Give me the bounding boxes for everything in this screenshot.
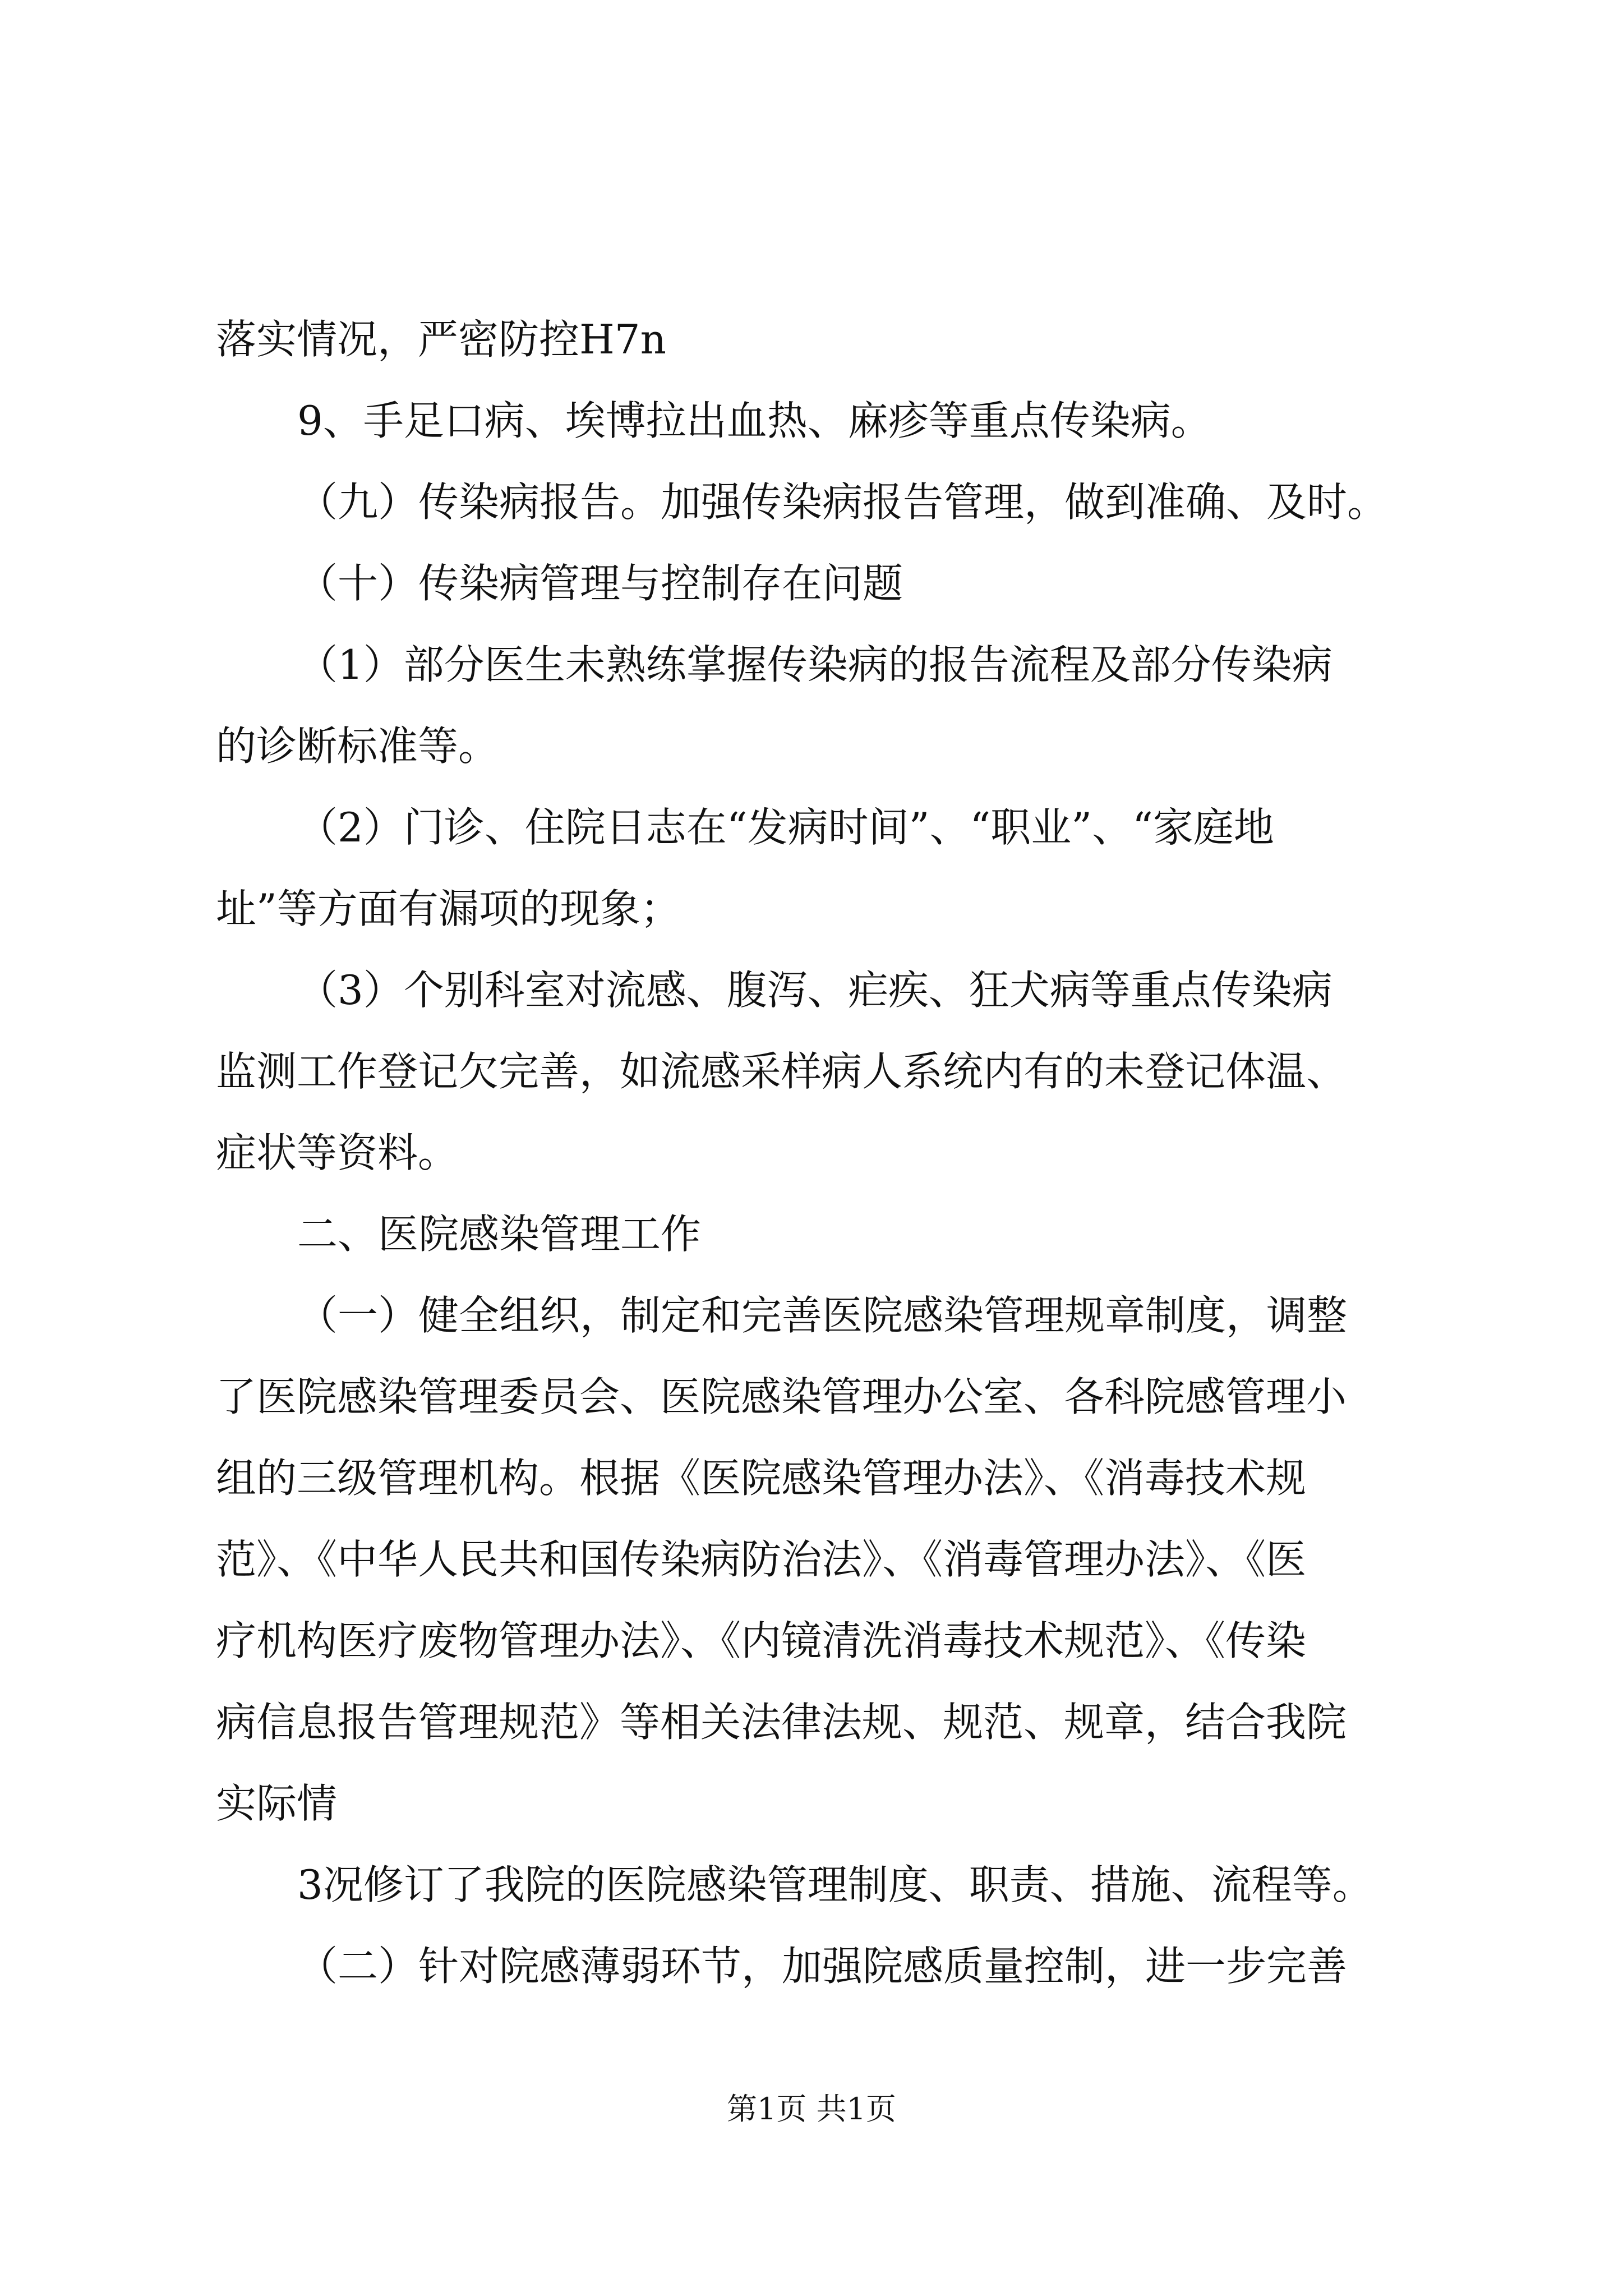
text-line: 9、手足口病、埃博拉出血热、麻疹等重点传染病。	[297, 397, 1211, 444]
text-line: （十）传染病管理与控制存在问题	[297, 560, 903, 607]
text-line: （1）部分医生未熟练掌握传染病的报告流程及部分传染病	[297, 641, 1332, 688]
text-line: （一）健全组织，制定和完善医院感染管理规章制度，调整	[297, 1292, 1348, 1339]
text-line: 病信息报告管理规范》等相关法律法规、规范、规章，结合我院	[216, 1699, 1347, 1746]
text-line: 组的三级管理机构。根据《医院感染管理办法》、《消毒技术规	[216, 1455, 1307, 1502]
text-line: 落实情况，严密防控H7n	[216, 316, 666, 363]
text-line: 监测工作登记欠完善，如流感采样病人系统内有的未登记体温、	[216, 1048, 1347, 1095]
text-line: 实际情	[216, 1780, 338, 1827]
text-line: （二）针对院感薄弱环节，加强院感质量控制，进一步完善	[297, 1943, 1348, 1990]
page-footer: 第1页 共1页	[727, 2091, 896, 2127]
text-line: 址”等方面有漏项的现象；	[216, 885, 681, 932]
text-line: （3）个别科室对流感、腹泻、疟疾、狂犬病等重点传染病	[297, 967, 1332, 1014]
text-line: 的诊断标准等。	[216, 723, 499, 770]
section-heading: 二、医院感染管理工作	[297, 1211, 702, 1258]
text-line: 3况修订了我院的医院感染管理制度、职责、措施、流程等。	[297, 1861, 1373, 1908]
text-line: 症状等资料。	[216, 1129, 459, 1176]
text-line: （九）传染病报告。加强传染病报告管理，做到准确、及时。	[297, 478, 1388, 526]
text-line: （2）门诊、住院日志在“发病时间”、“职业”、“家庭地	[297, 804, 1274, 851]
text-line: 范》、《中华人民共和国传染病防治法》、《消毒管理办法》、《医	[216, 1536, 1307, 1583]
text-line: 疗机构医疗废物管理办法》、《内镜清洗消毒技术规范》、《传染	[216, 1617, 1307, 1664]
text-line: 了医院感染管理委员会、医院感染管理办公室、各科院感管理小	[216, 1373, 1347, 1420]
